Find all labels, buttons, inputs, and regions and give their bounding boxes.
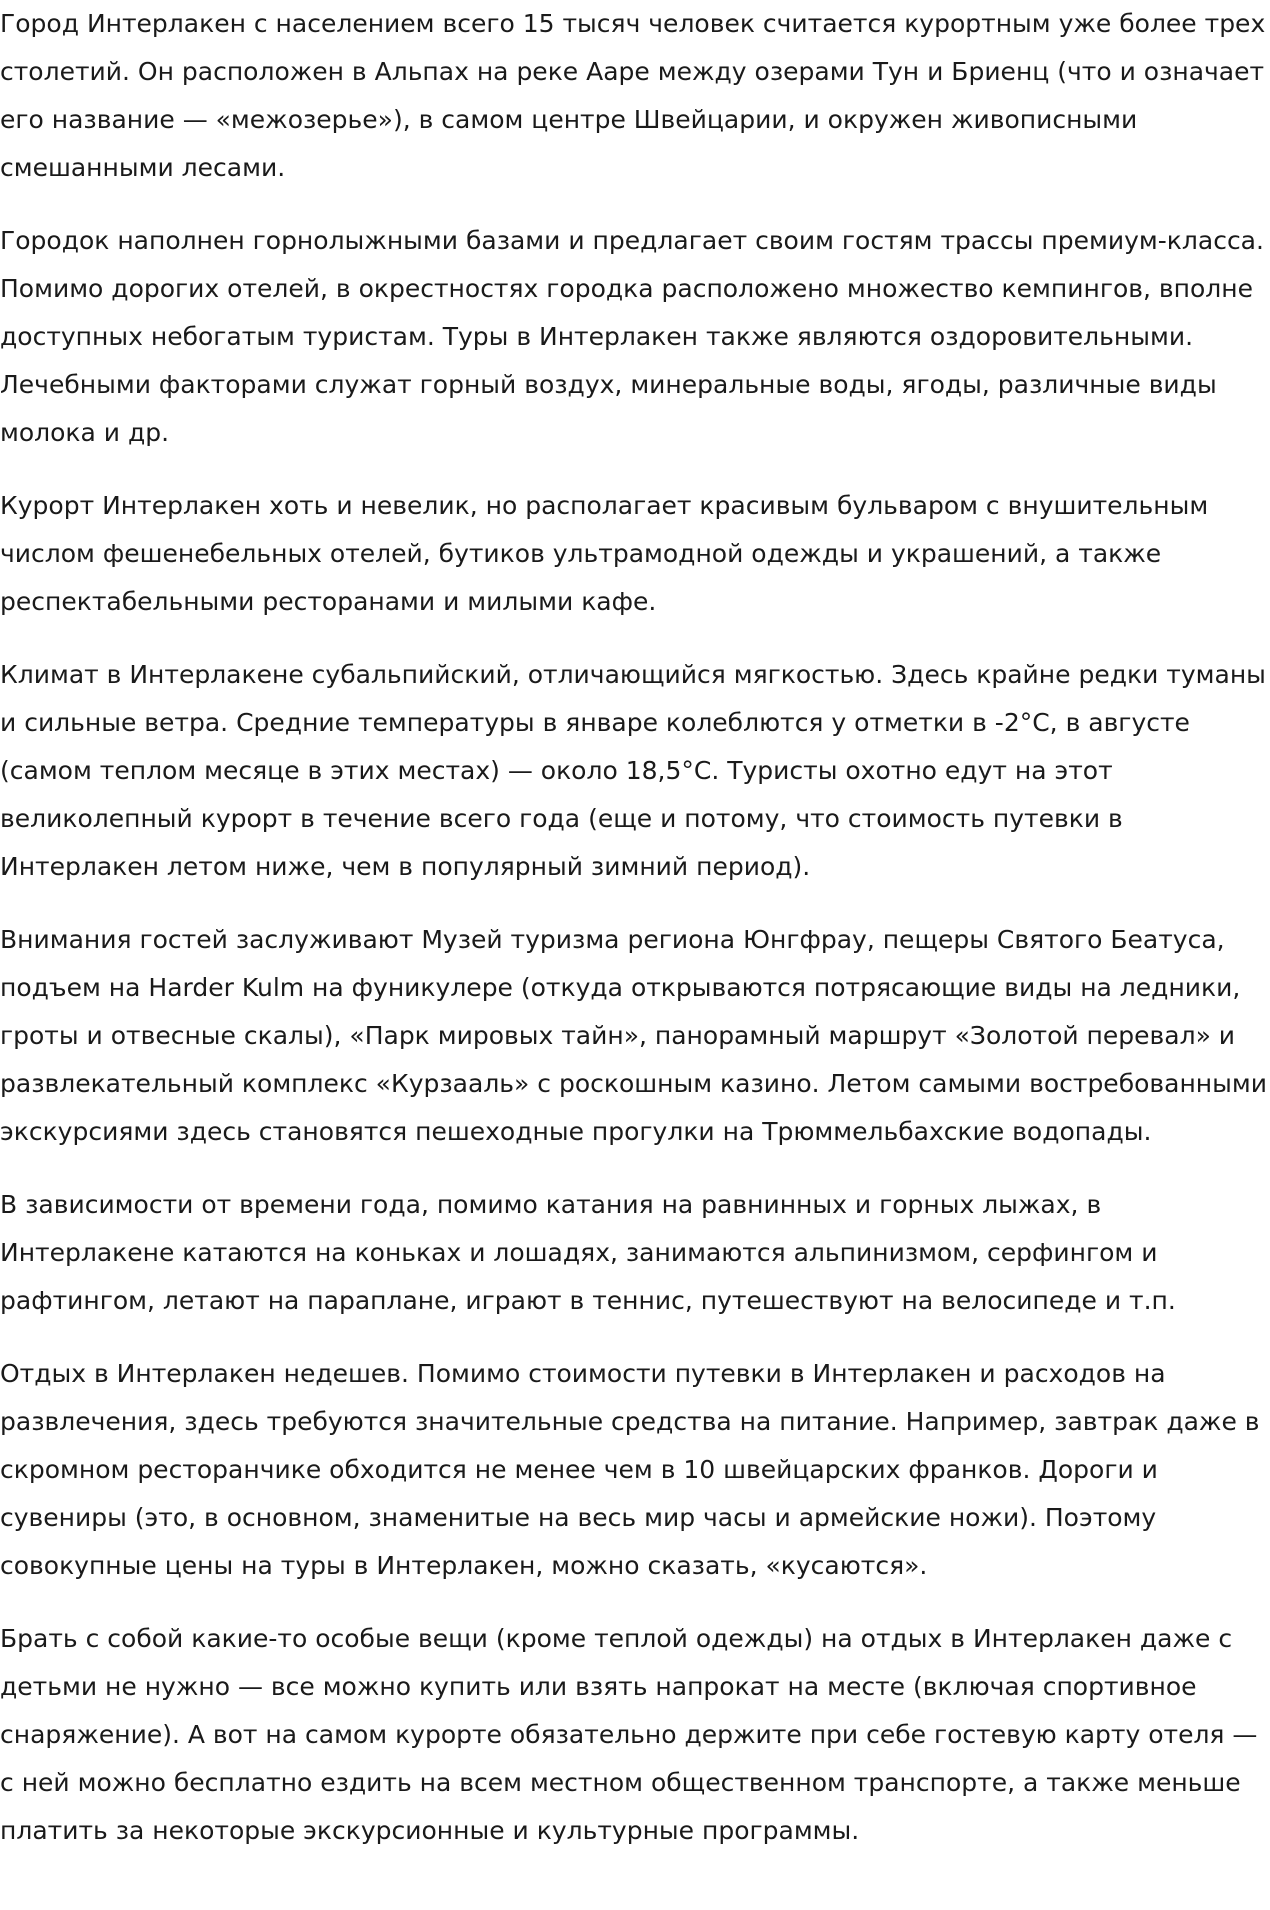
paragraph-activities: В зависимости от времени года, помимо катания на равнинных и горных лыжах, в Интерлакене катаются на коньках и лошадях, занимаются альпинизмом, серфингом и рафтингом, летают на параплане, играют в теннис, путешествуют на велосипеде и т.п. [0,1190,1176,1315]
paragraph-travel-tips: Брать с собой какие-то особые вещи (кроме теплой одежды) на отдых в Интерлакен даже с детьми не нужно — все можно купить или взять напрокат на месте (включая спортивное снаряжение). А вот на самом курорте обязательно держите при себе гостевую карту отеля — с ней можно бесплатно ездить на всем местном общественном транспорте, а также меньше платить за некоторые экскурсионные и культурные программы. [0,1624,1258,1845]
paragraph-climate: Климат в Интерлакене субальпийский, отличающийся мягкостью. Здесь крайне редки туманы и сильные ветра. Средние температуры в январе колеблются у отметки в -2°С, в августе (самом теплом месяце в этих местах) — около 18,5°С. Туристы охотно едут на этот великолепный курорт в течение всего года (еще и потому, что стоимость путевки в Интерлакен летом ниже, чем в популярный зимний период). [0,660,1266,881]
paragraph-boulevard: Курорт Интерлакен хоть и невелик, но располагает красивым бульваром с внушительным числом фешенебельных отелей, бутиков ультрамодной одежды и украшений, а также респектабельными ресторанами и милыми кафе. [0,491,1209,616]
paragraph-population: Город Интерлакен с населением всего 15 тысяч человек считается курортным уже более трех столетий. Он расположен в Альпах на реке Ааре между озерами Тун и Бриенц (что и означает его название — «межозерье»), в самом центре Швейцарии, и окружен живописными смешанными лесами. [0,9,1266,182]
paragraph-ski-resorts: Городок наполнен горнолыжными базами и предлагает своим гостям трассы премиум-класса. Помимо дорогих отелей, в окрестностях городка расположено множество кемпингов, вполне доступных небогатым туристам. Туры в Интерлакен также являются оздоровительными. Лечебными факторами служат горный воздух, минеральные воды, ягоды, различные виды молока и др. [0,226,1264,447]
paragraph-attractions: Внимания гостей заслуживают Музей туризма региона Юнгфрау, пещеры Святого Беатуса, подъем на Harder Kulm на фуникулере (откуда открываются потрясающие виды на ледники, гроты и отвесные скалы), «Парк мировых тайн», панорамный маршрут «Золотой перевал» и развлекательный комплекс «Курзааль» с роскошным казино. Летом самыми востребованными экскурсиями здесь становятся пешеходные прогулки на Трюммельбахские водопады. [0,925,1267,1146]
paragraph-costs: Отдых в Интерлакен недешев. Помимо стоимости путевки в Интерлакен и расходов на развлечения, здесь требуются значительные средства на питание. Например, завтрак даже в скромном ресторанчике обходится не менее чем в 10 швейцарских франков. Дороги и сувениры (это, в основном, знаменитые на весь мир часы и армейские ножи). Поэтому совокупные цены на туры в Интерлакен, можно сказать, «кусаются». [0,1359,1260,1580]
